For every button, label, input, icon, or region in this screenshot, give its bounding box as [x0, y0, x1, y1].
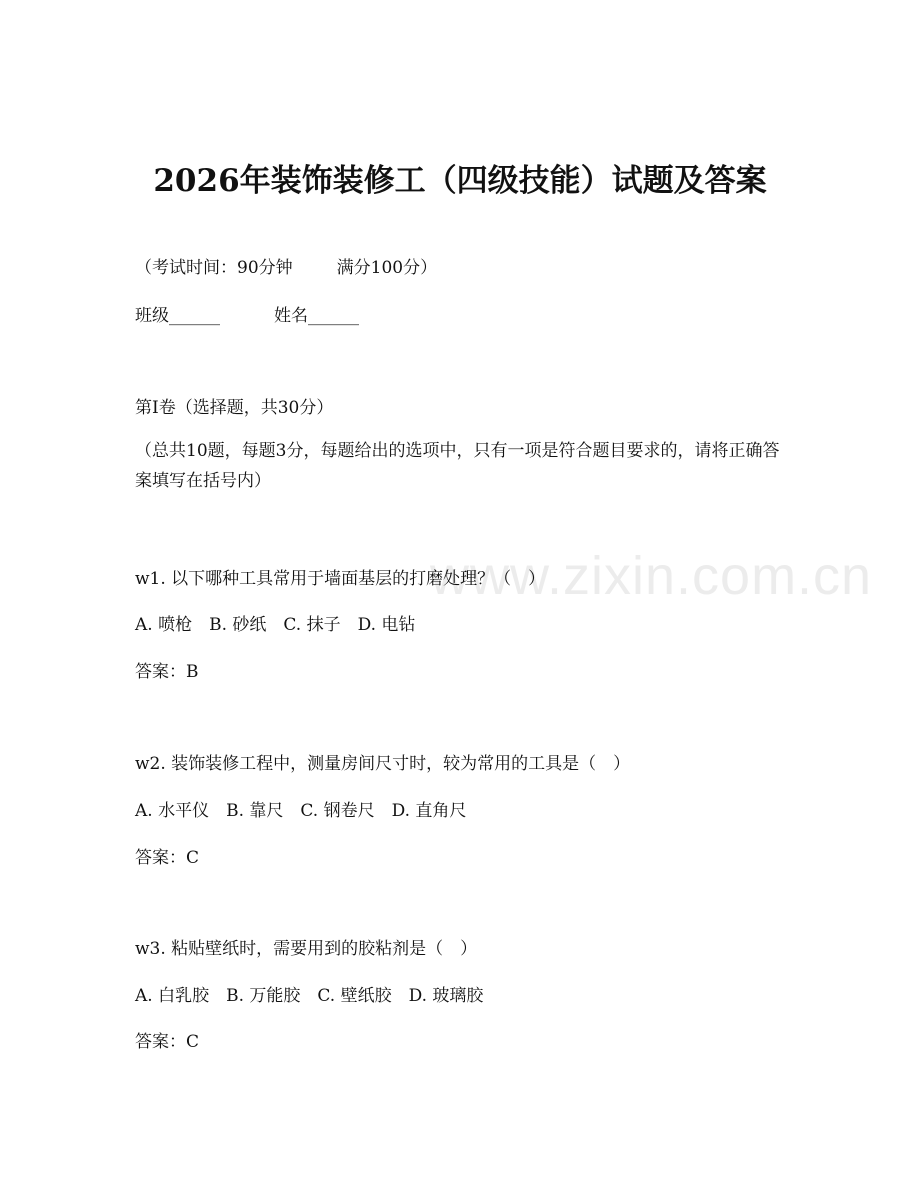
exam-info	[135, 253, 437, 278]
section-heading: 第Ⅰ卷（选择题，共30分）	[135, 398, 334, 418]
question-options: A. 水平仪 B. 靠尺 C. 钢卷尺 D. 直角尺	[135, 801, 467, 821]
exam-time: （考试时间：90分钟	[135, 258, 293, 278]
section-instructions: （总共10题，每题3分，每题给出的选项中，只有一项是符合题目要求的，请将正确答案填写在括号内）	[135, 441, 780, 491]
name-field: 姓名______	[274, 306, 359, 326]
question-answer: 答案：B	[135, 662, 199, 682]
question-text: w3. 粘贴壁纸时，需要用到的胶粘剂是（ ）	[135, 939, 478, 959]
question-answer: 答案：C	[135, 1032, 200, 1052]
question-answer: 答案：C	[135, 848, 200, 868]
question-text: w1. 以下哪种工具常用于墙面基层的打磨处理？（ ）	[135, 569, 546, 589]
student-info	[135, 301, 359, 326]
question-options: A. 喷枪 B. 砂纸 C. 抹子 D. 电钻	[135, 615, 416, 635]
question-text: w2. 装饰装修工程中，测量房间尺寸时，较为常用的工具是（ ）	[135, 754, 631, 774]
class-field: 班级______	[135, 306, 220, 326]
question-options: A. 白乳胶 B. 万能胶 C. 壁纸胶 D. 玻璃胶	[135, 986, 484, 1006]
exam-full-score: 满分100分）	[336, 258, 438, 278]
watermark: www.zixin.com.cn	[430, 546, 873, 606]
document-title: 2026年装饰装修工（四级技能）试题及答案	[153, 163, 767, 199]
